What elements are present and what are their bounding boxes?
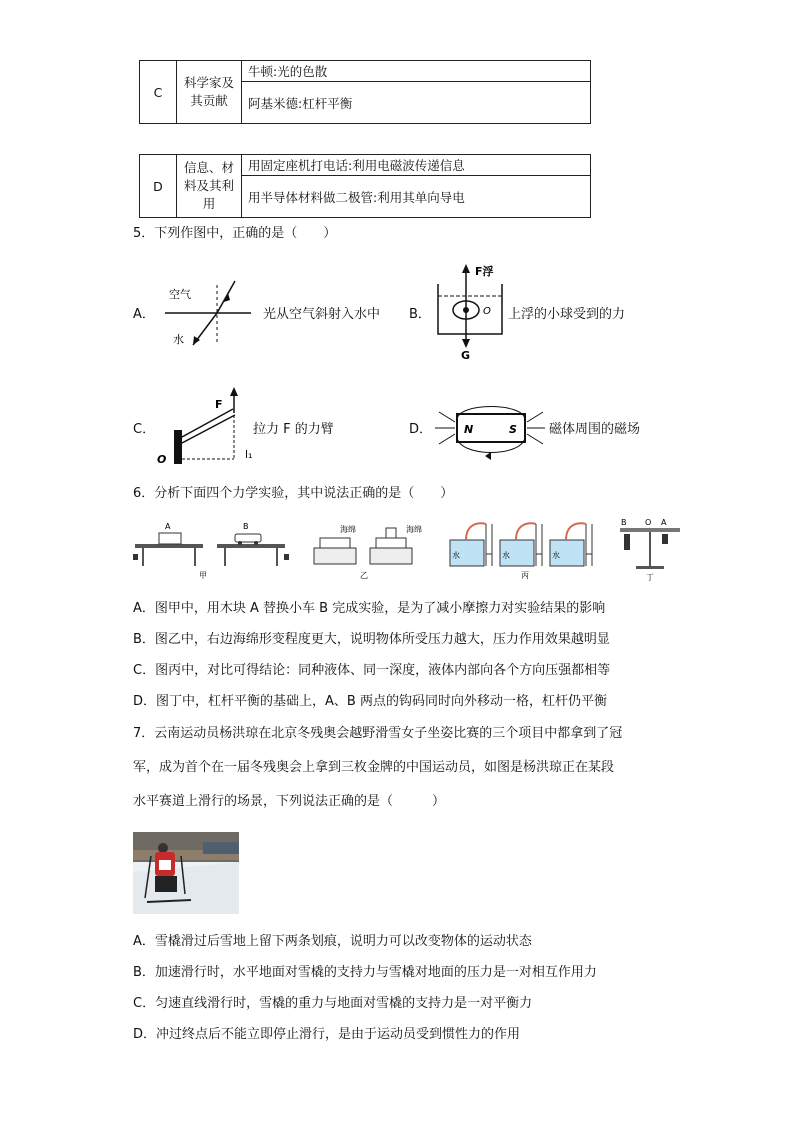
figure-ding-lever	[618, 516, 684, 582]
table-d-letter: D	[140, 155, 177, 218]
figure-jia-friction	[133, 518, 293, 580]
table-c-row-2: 阿基米德:杠杆平衡	[242, 82, 591, 124]
q7-stem-line-3: 水平赛道上滑行的场景，下列说法正确的是（ ）	[133, 794, 446, 809]
q5-option-b-label: B．	[409, 307, 431, 322]
q6-stem: 6．分析下面四个力学实验，其中说法正确的是（ ）	[133, 486, 454, 501]
magnet-north-label: N	[464, 423, 474, 436]
figure-yi-pressure	[310, 518, 422, 580]
lever-a-label: A	[661, 518, 667, 527]
sponge-label-right: 海绵	[406, 525, 422, 534]
q5-option-c-caption: 拉力 F 的力臂	[253, 422, 334, 437]
q5-option-d-label: D．	[409, 422, 433, 437]
water-label-1: 水	[452, 551, 460, 560]
arm-l-label: l₁	[245, 448, 253, 461]
gravity-label: G	[461, 349, 471, 360]
figure-jia-label: 甲	[199, 571, 207, 580]
magnet-south-label: S	[509, 423, 517, 436]
table-c-row-1: 牛顿:光的色散	[242, 61, 591, 82]
sponge-label-left: 海绵	[340, 525, 356, 534]
figure-bing-label: 丙	[521, 571, 529, 580]
floating-ball-diagram	[435, 262, 505, 360]
q5-option-a-caption: 光从空气斜射入水中	[263, 307, 381, 322]
cart-b-label: B	[243, 522, 249, 531]
pivot-o-label: O	[157, 453, 167, 466]
q7-stem-line-1: 7．云南运动员杨洪琼在北京冬残奥会越野滑雪女子坐姿比赛的三个项目中都拿到了冠	[133, 726, 623, 741]
q7-option-b: B．加速滑行时，水平地面对雪橇的支持力与雪橇对地面的压力是一对相互作用力	[133, 965, 597, 980]
q6-option-a: A．图甲中，用木块 A 替换小车 B 完成实验，是为了减小摩擦力对实验结果的影响	[133, 601, 606, 616]
center-label: O	[483, 306, 491, 317]
table-d	[139, 154, 591, 218]
q5-option-b-caption: 上浮的小球受到的力	[508, 307, 626, 322]
lever-o-label: O	[645, 518, 652, 527]
q6-option-c: C．图丙中，对比可得结论：同种液体、同一深度，液体内部向各个方向压强都相等	[133, 663, 611, 678]
q6-option-d: D．图丁中，杠杆平衡的基础上，A、B 两点的钩码同时向外移动一格，杠杆仍平衡	[133, 694, 607, 709]
q7-stem-line-2: 军，成为首个在一届冬残奥会上拿到三枚金牌的中国运动员，如图是杨洪琼正在某段	[133, 760, 615, 775]
skier-photo	[133, 832, 239, 914]
q7-option-a: A．雪橇滑过后雪地上留下两条划痕，说明力可以改变物体的运动状态	[133, 934, 532, 949]
figure-ding-label: 丁	[646, 573, 654, 582]
q5-option-c-label: C．	[133, 422, 156, 437]
q5-stem: 5．下列作图中，正确的是（ ）	[133, 226, 337, 241]
lever-arm-diagram	[153, 385, 258, 470]
water-label-3: 水	[552, 551, 560, 560]
q7-option-c: C．匀速直线滑行时，雪橇的重力与地面对雪橇的支持力是一对平衡力	[133, 996, 533, 1011]
table-d-row-2: 用半导体材料做二极管:利用其单向导电	[242, 176, 591, 218]
water-label: 水	[173, 333, 184, 346]
refraction-diagram	[163, 275, 253, 350]
q7-option-d: D．冲过终点后不能立即停止滑行，是由于运动员受到惯性力的作用	[133, 1027, 521, 1042]
buoyancy-label: F浮	[475, 265, 494, 278]
table-c-letter: C	[140, 61, 177, 124]
table-d-category: 信息、材料及其利用	[177, 155, 242, 218]
air-label: 空气	[169, 288, 191, 301]
water-label-2: 水	[502, 551, 510, 560]
figure-yi-label: 乙	[360, 571, 368, 580]
figure-bing-liquid-pressure	[446, 518, 606, 580]
q5-option-a-label: A．	[133, 307, 155, 322]
table-c	[139, 60, 591, 124]
q6-option-b: B．图乙中，右边海绵形变程度更大，说明物体所受压力越大，压力作用效果越明显	[133, 632, 610, 647]
magnet-field-diagram	[433, 400, 545, 466]
force-f-label: F	[215, 398, 223, 411]
block-a-label: A	[165, 522, 171, 531]
table-c-category: 科学家及其贡献	[177, 61, 242, 124]
q5-option-d-caption: 磁体周围的磁场	[549, 422, 641, 437]
lever-b-label: B	[621, 518, 627, 527]
table-d-row-1: 用固定座机打电话:利用电磁波传递信息	[242, 155, 591, 176]
